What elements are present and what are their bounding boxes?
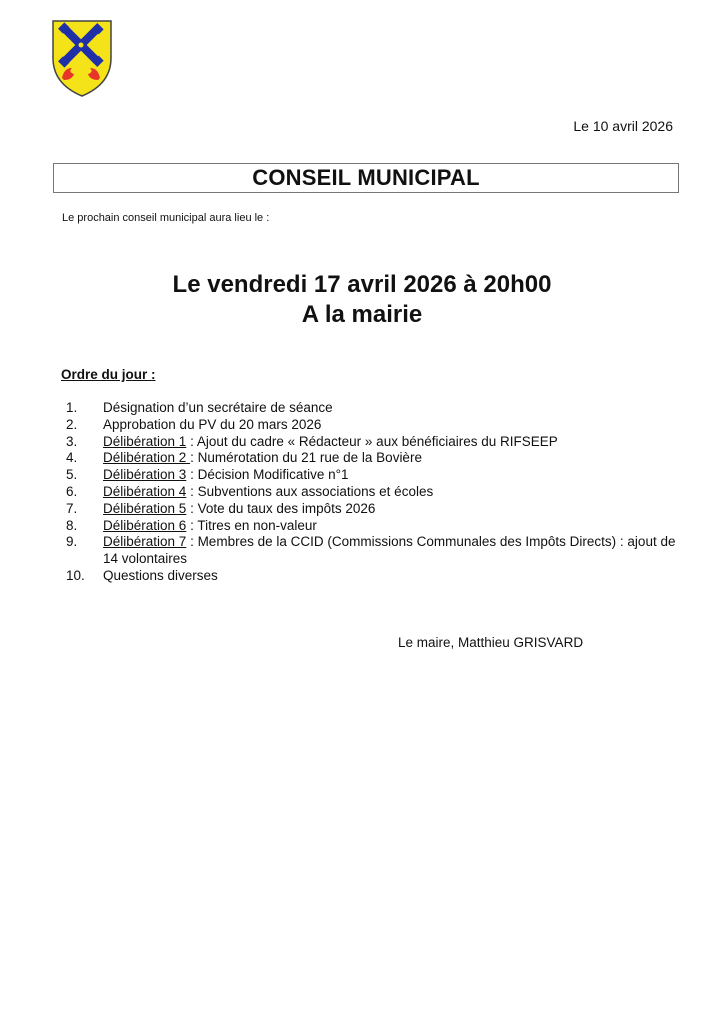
document-date: Le 10 avril 2026 xyxy=(573,118,673,134)
item-number: 9. xyxy=(66,534,78,550)
agenda-item xyxy=(66,434,686,451)
item-text: : Numérotation du 21 rue de la Bovière xyxy=(190,450,422,466)
agenda-item xyxy=(66,417,686,434)
item-number: 4. xyxy=(66,450,78,466)
item-number: 1. xyxy=(66,400,78,415)
agenda-item xyxy=(66,501,686,518)
item-label: Délibération 3 xyxy=(103,467,187,483)
meeting-location: A la mairie xyxy=(301,301,423,328)
agenda-title: Ordre du jour : xyxy=(61,367,156,382)
item-text: Désignation d’un secrétaire de séance xyxy=(103,400,333,415)
agenda-item xyxy=(66,568,686,585)
item-number: 3. xyxy=(66,433,78,449)
mayor-signature: Le maire, Matthieu GRISVARD xyxy=(398,635,584,650)
item-text: : Ajout du cadre « Rédacteur » aux bénéficiaires du RIFSEEP xyxy=(186,433,558,449)
item-number: 2. xyxy=(66,416,78,432)
document-title: CONSEIL MUNICIPAL xyxy=(252,165,480,190)
item-text: Approbation du PV du 20 mars 2026 xyxy=(103,416,322,432)
agenda-list xyxy=(66,400,686,585)
agenda-item xyxy=(66,534,686,568)
item-number: 5. xyxy=(66,467,78,483)
intro-text: Le prochain conseil municipal aura lieu le : xyxy=(62,212,270,224)
agenda-item xyxy=(66,400,686,417)
item-text: : Subventions aux associations et écoles xyxy=(186,483,434,499)
item-number: 6. xyxy=(66,483,78,499)
item-label: Délibération 2 xyxy=(103,450,191,466)
item-number: 8. xyxy=(66,517,78,533)
item-text: : Vote du taux des impôts 2026 xyxy=(186,500,376,516)
agenda-item xyxy=(66,450,686,467)
item-number: 10. xyxy=(66,567,85,583)
item-label: Délibération 6 xyxy=(103,517,187,533)
agenda-item xyxy=(66,518,686,535)
item-text: : Décision Modificative n°1 xyxy=(186,467,349,483)
coat-of-arms-icon xyxy=(50,18,114,98)
item-label: Délibération 5 xyxy=(103,500,187,516)
meeting-info xyxy=(0,270,724,330)
item-text: : Titres en non-valeur xyxy=(186,517,317,533)
agenda-item xyxy=(66,484,686,501)
item-text: Questions diverses xyxy=(103,567,218,583)
item-label: Délibération 4 xyxy=(103,483,187,499)
item-number: 7. xyxy=(66,500,78,516)
agenda-item xyxy=(66,467,686,484)
item-label: Délibération 7 xyxy=(103,534,187,550)
meeting-datetime: Le vendredi 17 avril 2026 à 20h00 xyxy=(172,271,552,298)
item-text: : Membres de la CCID (Commissions Communales des Impôts Directs) : ajout de 14 volontaires xyxy=(103,534,676,567)
title-box xyxy=(53,163,679,193)
item-label: Délibération 1 xyxy=(103,433,187,449)
